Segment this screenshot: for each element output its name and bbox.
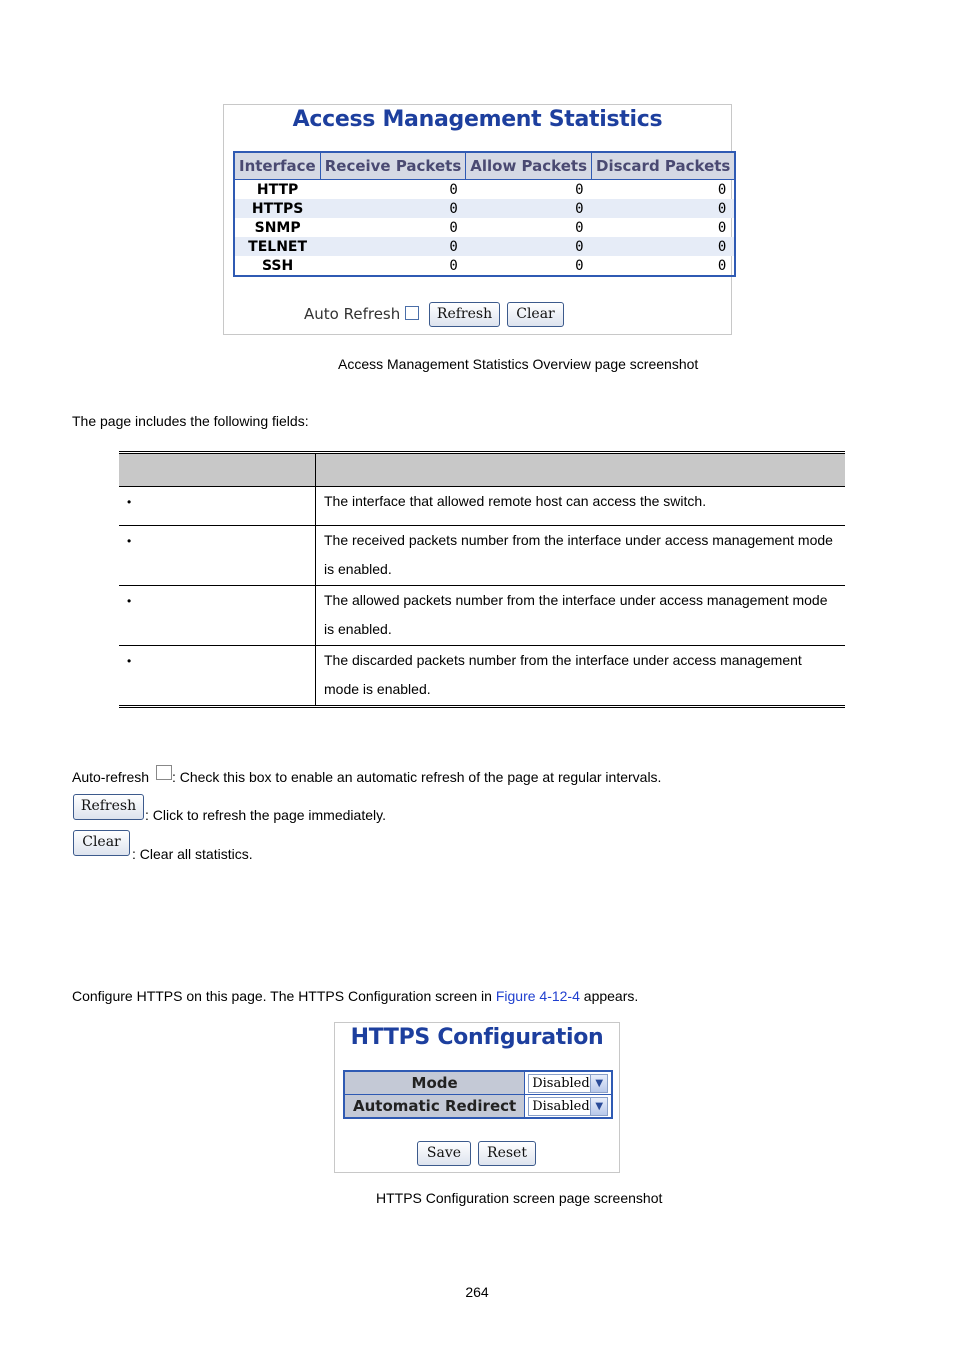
cell-receive: 0	[449, 257, 458, 274]
field-description: The allowed packets number from the interface under access management mode is enabled.	[316, 586, 846, 646]
mode-cell	[525, 1071, 613, 1095]
redirect-value: Disabled	[532, 1098, 590, 1114]
cell-interface: HTTP	[256, 181, 299, 198]
cell-allow: 0	[466, 237, 592, 256]
fields-intro: The page includes the following fields:	[72, 413, 309, 429]
table-row	[234, 237, 735, 256]
stats-caption: Access Management Statistics Overview page screenshot	[338, 356, 699, 372]
cell-interface: HTTPS	[234, 199, 320, 218]
reset-button[interactable]: Reset	[478, 1141, 536, 1166]
https-config-table	[343, 1070, 613, 1119]
cell-discard: 0	[717, 257, 727, 274]
https-intro-tail: appears.	[579, 988, 639, 1004]
https-title: HTTPS Configuration	[350, 1025, 604, 1050]
cell-discard: 0	[592, 199, 736, 218]
https-screenshot	[334, 1022, 620, 1173]
refresh-button[interactable]: Refresh	[429, 302, 500, 327]
col-receive-packets: Receive Packets	[320, 152, 466, 180]
cell-interface: SNMP	[254, 219, 301, 236]
figure-link[interactable]: Figure 4-12-4	[495, 988, 580, 1004]
clear-button[interactable]: Clear	[507, 302, 564, 327]
cell-interface: TELNET	[234, 237, 320, 256]
redirect-select[interactable]	[528, 1097, 608, 1116]
cell-receive: 0	[449, 219, 458, 236]
clear-help-button[interactable]: Clear	[73, 830, 130, 856]
fields-table	[119, 451, 845, 708]
mode-label: Mode	[344, 1071, 525, 1095]
col-allow-packets: Allow Packets	[466, 152, 592, 180]
mode-value: Disabled	[532, 1075, 590, 1091]
fields-header-description	[316, 453, 846, 487]
field-object	[119, 586, 316, 646]
field-description: The interface that allowed remote host can access the switch.	[316, 487, 846, 526]
save-button[interactable]: Save	[417, 1141, 471, 1166]
field-object	[119, 646, 316, 707]
field-description: The received packets number from the interface under access management mode is enabled.	[316, 526, 846, 586]
https-caption: HTTPS Configuration screen page screenshot	[376, 1190, 663, 1206]
field-object	[119, 487, 316, 526]
redirect-label: Automatic Redirect	[344, 1095, 525, 1119]
cell-discard: 0	[717, 219, 727, 236]
cell-allow: 0	[575, 219, 584, 236]
redirect-cell	[525, 1095, 613, 1119]
table-row	[234, 199, 735, 218]
col-interface: Interface	[234, 152, 320, 180]
chevron-down-icon: ▼	[590, 1098, 607, 1115]
fields-header-object	[119, 453, 316, 487]
bullet: •	[127, 495, 132, 509]
clear-help-desc: : Clear all statistics.	[132, 846, 253, 862]
mode-select[interactable]	[528, 1074, 608, 1093]
auto-refresh-help	[72, 765, 892, 785]
page-number: 264	[465, 1284, 489, 1300]
field-object	[119, 526, 316, 586]
chevron-down-icon: ▼	[590, 1075, 607, 1092]
auto-refresh-label: Auto Refresh	[304, 305, 401, 323]
table-row	[119, 586, 845, 646]
stats-title: Access Management Statistics	[292, 107, 663, 132]
cell-receive: 0	[320, 199, 466, 218]
refresh-help-desc: : Click to refresh the page immediately.	[145, 807, 386, 823]
cell-receive: 0	[449, 181, 458, 198]
cell-interface: SSH	[261, 257, 294, 274]
bullet: •	[127, 534, 132, 548]
stats-table	[233, 151, 736, 277]
refresh-help-button[interactable]: Refresh	[73, 794, 144, 820]
table-row	[234, 256, 735, 276]
auto-refresh-help-desc: : Check this box to enable an automatic refresh of the page at regular intervals.	[171, 769, 662, 785]
table-row	[119, 526, 845, 586]
cell-allow: 0	[466, 199, 592, 218]
table-row	[119, 646, 845, 707]
cell-discard: 0	[717, 181, 727, 198]
bullet: •	[127, 654, 132, 668]
table-row	[119, 487, 845, 526]
https-intro	[72, 988, 638, 1004]
field-description: The discarded packets number from the interface under access management mode is enabled.	[316, 646, 846, 707]
auto-refresh-checkbox[interactable]	[405, 306, 419, 320]
bullet: •	[127, 594, 132, 608]
cell-discard: 0	[592, 237, 736, 256]
table-row	[344, 1095, 612, 1119]
cell-allow: 0	[575, 257, 584, 274]
cell-allow: 0	[575, 181, 584, 198]
https-intro-text: Configure HTTPS on this page. The HTTPS Configuration screen in	[72, 988, 496, 1004]
table-row	[234, 218, 735, 237]
cell-receive: 0	[320, 237, 466, 256]
table-row	[344, 1071, 612, 1095]
auto-refresh-help-checkbox[interactable]	[156, 765, 172, 780]
auto-refresh-help-label: Auto-refresh	[72, 769, 150, 785]
table-row	[234, 180, 735, 200]
col-discard-packets: Discard Packets	[592, 152, 736, 180]
stats-screenshot	[223, 104, 732, 335]
